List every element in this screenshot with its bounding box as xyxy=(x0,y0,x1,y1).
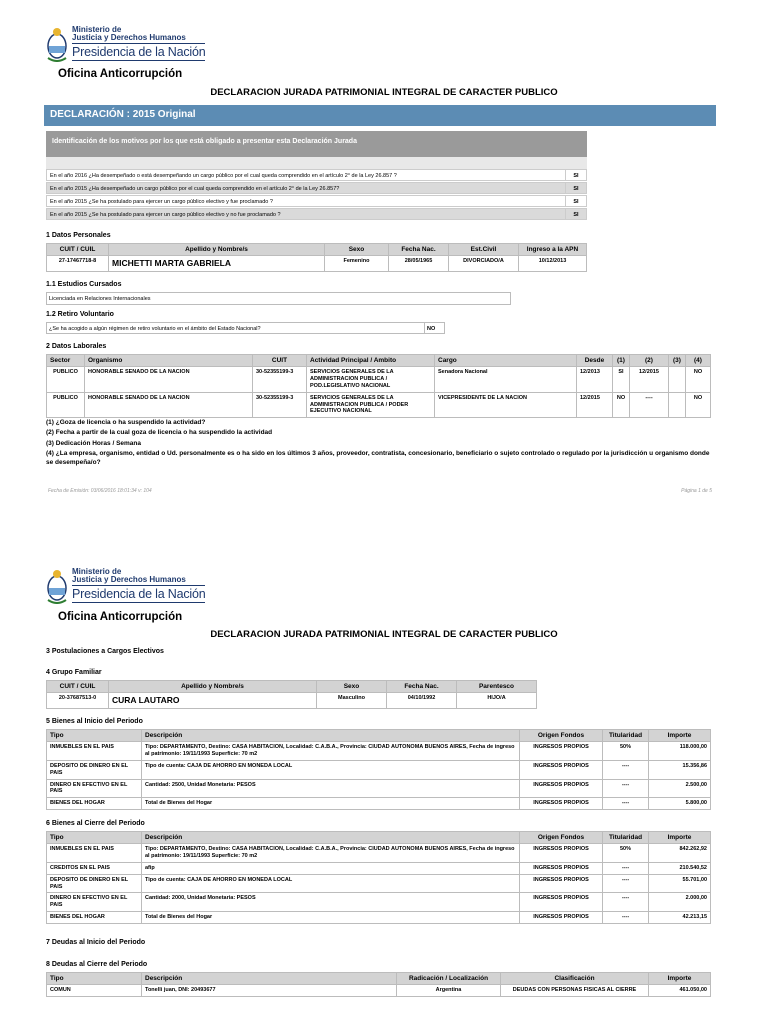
studies-value: Licenciada en Relaciones Internacionales xyxy=(46,292,511,305)
column-header: Descripción xyxy=(142,832,520,844)
table-cell: Senadora Nacional xyxy=(435,367,577,393)
column-header: Descripción xyxy=(142,730,520,742)
table-row xyxy=(47,874,711,893)
column-header: CUIT xyxy=(253,355,307,367)
table-cell: 15.356,86 xyxy=(649,760,711,779)
table-cell: 30-52355199-3 xyxy=(253,392,307,418)
table-row xyxy=(47,367,711,393)
column-header: Fecha Nac. xyxy=(389,244,449,256)
office-title-page2: Oficina Anticorrupción xyxy=(58,611,183,623)
column-header: Cargo xyxy=(435,355,577,367)
table-cell: INGRESOS PROPIOS xyxy=(520,742,603,761)
table-row xyxy=(47,742,711,761)
table-cell: CREDITOS EN EL PAIS xyxy=(47,862,142,874)
column-header: Sector xyxy=(47,355,85,367)
motives-title: Identificación de los motivos por los que está obligado a presentar esta Declaración Jurada xyxy=(46,131,587,157)
table-cell: INMUEBLES EN EL PAIS xyxy=(47,844,142,863)
table-cell: 12/2015 xyxy=(630,367,669,393)
retiro-question: ¿Se ha acogido a algún régimen de retiro voluntario en el ámbito del Estado Nacional? xyxy=(46,322,425,334)
table-cell: PUBLICO xyxy=(47,392,85,418)
column-header: (4) xyxy=(686,355,711,367)
section-deudas-cierre-title: 8 Deudas al Cierre del Periodo xyxy=(46,961,148,968)
table-cell: HONORABLE SENADO DE LA NACION xyxy=(85,367,253,393)
column-header: (3) xyxy=(669,355,686,367)
column-header: Descripción xyxy=(142,973,397,985)
document-title-page2: DECLARACION JURADA PATRIMONIAL INTEGRAL DE CARACTER PUBLICO xyxy=(210,629,558,640)
table-cell: Tipo de cuenta: CAJA DE AHORRO EN MONEDA LOCAL xyxy=(142,760,520,779)
table-cell: DEPOSITO DE DINERO EN EL PAIS xyxy=(47,760,142,779)
table-row xyxy=(47,779,711,798)
table-cell: 10/12/2013 xyxy=(519,256,587,272)
table-cell: 50% xyxy=(603,844,649,863)
table-cell: Femenino xyxy=(325,256,389,272)
table-cell: Argentina xyxy=(397,985,501,997)
table-cell: 118.000,00 xyxy=(649,742,711,761)
ministry-line1: Ministerio de xyxy=(72,25,122,34)
table-cell: 2.000,00 xyxy=(649,893,711,912)
motive-answer: SI xyxy=(565,169,587,181)
motive-question: En el año 2015 ¿Ha desempeñado un cargo público por el cual queda comprendido en el artículo 2° de la Ley 26.857? xyxy=(46,182,565,194)
table-row xyxy=(47,256,587,272)
column-header: Titularidad xyxy=(603,730,649,742)
table-cell: DIVORCIADO/A xyxy=(449,256,519,272)
table-cell: Tipo: DEPARTAMENTO, Destino: CASA HABITACION, Localidad: C.A.B.A., Provincia: CIUDAD AUTONOMA BUENOS AIRES, Fecha de ingreso al patrimonio: 19/11/1993 Superficie: 70 m2 xyxy=(142,844,520,863)
column-header: Sexo xyxy=(317,681,387,693)
table-cell: 842.262,92 xyxy=(649,844,711,863)
table-row xyxy=(47,760,711,779)
table-cell: Tonelli juan, DNI: 20493677 xyxy=(142,985,397,997)
table-row xyxy=(47,985,711,997)
column-header: CUIT / CUIL xyxy=(47,244,109,256)
column-header: (2) xyxy=(630,355,669,367)
ministry-line1: Ministerio de xyxy=(72,567,122,576)
column-header: Origen Fondos xyxy=(520,832,603,844)
ministry-logo xyxy=(46,25,206,66)
table-cell: SERVICIOS GENERALES DE LA ADMINISTRACION PUBLICA / PODER EJECUTIVO NACIONAL xyxy=(307,392,435,418)
table-cell: BIENES DEL HOGAR xyxy=(47,912,142,924)
table-row xyxy=(47,844,711,863)
declaration-bar: DECLARACIÓN : 2015 Original xyxy=(44,105,716,126)
table-cell: 42.213,15 xyxy=(649,912,711,924)
table-row xyxy=(47,862,711,874)
table-cell: 210.540,52 xyxy=(649,862,711,874)
column-header: Clasificación xyxy=(501,973,649,985)
table-row xyxy=(47,912,711,924)
table-cell: INGRESOS PROPIOS xyxy=(520,760,603,779)
column-header: Radicación / Localización xyxy=(397,973,501,985)
column-header: (1) xyxy=(613,355,630,367)
table-cell: HIJO/A xyxy=(457,693,537,709)
motives-spacer xyxy=(46,157,587,169)
table-cell: PUBLICO xyxy=(47,367,85,393)
section-familiar-title: 4 Grupo Familiar xyxy=(46,669,102,676)
column-header: Importe xyxy=(649,973,711,985)
table-cell: ---- xyxy=(603,760,649,779)
table-cell: INGRESOS PROPIOS xyxy=(520,779,603,798)
table-cell: MICHETTI MARTA GABRIELA xyxy=(109,256,325,272)
section-retiro-title: 1.2 Retiro Voluntario xyxy=(46,311,114,318)
presidency-label: Presidencia de la Nación xyxy=(72,45,206,59)
motive-answer: SI xyxy=(565,182,587,194)
table-cell: NO xyxy=(686,367,711,393)
section-studies-title: 1.1 Estudios Cursados xyxy=(46,281,122,288)
motive-answer: SI xyxy=(565,208,587,220)
table-cell: 27-17467718-8 xyxy=(47,256,109,272)
section-laborales-title: 2 Datos Laborales xyxy=(46,343,107,350)
table-cell: Cantidad: 2500, Unidad Monetaria: PESOS xyxy=(142,779,520,798)
table-cell: Tipo de cuenta: CAJA DE AHORRO EN MONEDA LOCAL xyxy=(142,874,520,893)
column-header: Apellido y Nombre/s xyxy=(109,244,325,256)
table-cell: NO xyxy=(613,392,630,418)
motive-question: En el año 2016 ¿Ha desempeñado o está desempeñando un cargo público por el cual queda comprendido en el artículo 2° de la Ley 26.857 ? xyxy=(46,169,565,181)
column-header: Organismo xyxy=(85,355,253,367)
table-cell: Masculino xyxy=(317,693,387,709)
column-header: Desde xyxy=(577,355,613,367)
table-cell: SI xyxy=(613,367,630,393)
motive-row xyxy=(46,195,587,207)
document-title: DECLARACION JURADA PATRIMONIAL INTEGRAL DE CARACTER PUBLICO xyxy=(210,87,558,98)
table-cell: VICEPRESIDENTE DE LA NACION xyxy=(435,392,577,418)
familiar-table xyxy=(46,680,537,709)
ministry-logo-page2 xyxy=(46,567,206,608)
table-cell: COMUN xyxy=(47,985,142,997)
column-header: Actividad Principal / Ambito xyxy=(307,355,435,367)
table-cell: DEPOSITO DE DINERO EN EL PAIS xyxy=(47,874,142,893)
column-header: Apellido y Nombre/s xyxy=(109,681,317,693)
table-cell: 55.701,00 xyxy=(649,874,711,893)
table-cell: BIENES DEL HOGAR xyxy=(47,798,142,810)
section-bienes-inicio-title: 5 Bienes al Inicio del Periodo xyxy=(46,718,143,725)
note-line: (2) Fecha a partir de la cual goza de licencia o ha suspendido la actividad xyxy=(46,429,273,437)
column-header: Est.Civil xyxy=(449,244,519,256)
table-cell: INGRESOS PROPIOS xyxy=(520,798,603,810)
motive-row xyxy=(46,182,587,194)
table-cell: 2.500,00 xyxy=(649,779,711,798)
deudas-cierre-table xyxy=(46,972,711,997)
table-cell xyxy=(669,367,686,393)
personal-table xyxy=(46,243,587,272)
presidency-label: Presidencia de la Nación xyxy=(72,587,206,601)
column-header: Ingreso a la APN xyxy=(519,244,587,256)
table-cell: NO xyxy=(686,392,711,418)
table-cell: INGRESOS PROPIOS xyxy=(520,862,603,874)
column-header: Importe xyxy=(649,730,711,742)
table-cell: INGRESOS PROPIOS xyxy=(520,893,603,912)
table-cell: 20-37687513-0 xyxy=(47,693,109,709)
office-title: Oficina Anticorrupción xyxy=(58,68,183,80)
table-cell: SERVICIOS GENERALES DE LA ADMINISTRACION PUBLICA / POD.LEGISLATIVO NACIONAL xyxy=(307,367,435,393)
table-cell: INMUEBLES EN EL PAIS xyxy=(47,742,142,761)
table-row xyxy=(47,392,711,418)
column-header: Tipo xyxy=(47,730,142,742)
table-cell: ---- xyxy=(603,798,649,810)
column-header: Tipo xyxy=(47,832,142,844)
section-bienes-cierre-title: 6 Bienes al Cierre del Periodo xyxy=(46,820,145,827)
column-header: Tipo xyxy=(47,973,142,985)
table-cell: 5.800,00 xyxy=(649,798,711,810)
table-cell: ---- xyxy=(603,893,649,912)
motive-answer: SI xyxy=(565,195,587,207)
table-cell: 50% xyxy=(603,742,649,761)
table-cell: 04/10/1992 xyxy=(387,693,457,709)
laborales-table xyxy=(46,354,711,418)
motive-question: En el año 2015 ¿Se ha postulado para ejercer un cargo público electivo y fue proclamado ? xyxy=(46,195,565,207)
table-cell: 461.050,00 xyxy=(649,985,711,997)
table-cell: INGRESOS PROPIOS xyxy=(520,874,603,893)
national-seal-icon xyxy=(46,568,68,604)
retiro-answer: NO xyxy=(425,322,445,334)
note-line: (4) ¿La empresa, organismo, entidad o Ud. personalmente es o ha sido en los últimos 3 años, proveedor, contratista, concesionario, beneficiario o sujeto controlado o regulado por la jurisdicción u organismo donde se desempeña/o? xyxy=(46,450,710,466)
footer-page: Página 1 de 5 xyxy=(681,488,712,494)
column-header: Sexo xyxy=(325,244,389,256)
table-cell: CURA LAUTARO xyxy=(109,693,317,709)
section-deudas-inicio-title: 7 Deudas al Inicio del Periodo xyxy=(46,939,146,946)
table-cell: Cantidad: 2000, Unidad Monetaria: PESOS xyxy=(142,893,520,912)
column-header: Titularidad xyxy=(603,832,649,844)
note-line: (3) Dedicación Horas / Semana xyxy=(46,439,142,447)
column-header: CUIT / CUIL xyxy=(47,681,109,693)
table-row xyxy=(47,693,537,709)
table-cell: INGRESOS PROPIOS xyxy=(520,912,603,924)
ministry-line2: Justicia y Derechos Humanos xyxy=(72,575,186,584)
table-cell: DEUDAS CON PERSONAS FISICAS AL CIERRE xyxy=(501,985,649,997)
table-row xyxy=(47,893,711,912)
table-cell xyxy=(669,392,686,418)
table-cell: 28/05/1965 xyxy=(389,256,449,272)
column-header: Origen Fondos xyxy=(520,730,603,742)
bienes-inicio-table xyxy=(46,729,711,810)
table-cell: Total de Bienes del Hogar xyxy=(142,912,520,924)
column-header: Parentesco xyxy=(457,681,537,693)
table-cell: ---- xyxy=(630,392,669,418)
retiro-row xyxy=(46,322,445,334)
table-row xyxy=(47,798,711,810)
table-cell: ---- xyxy=(603,862,649,874)
table-cell: 12/2015 xyxy=(577,392,613,418)
laborales-notes xyxy=(46,419,716,469)
table-cell: DINERO EN EFECTIVO EN EL PAIS xyxy=(47,779,142,798)
table-cell: ---- xyxy=(603,779,649,798)
table-cell: ---- xyxy=(603,874,649,893)
table-cell: 12/2013 xyxy=(577,367,613,393)
motive-row xyxy=(46,169,587,181)
bienes-cierre-table xyxy=(46,831,711,924)
section-personal-title: 1 Datos Personales xyxy=(46,232,111,239)
table-cell: HONORABLE SENADO DE LA NACION xyxy=(85,392,253,418)
motive-row xyxy=(46,208,587,220)
section-postulaciones-title: 3 Postulaciones a Cargos Electivos xyxy=(46,648,164,655)
table-cell: Tipo: DEPARTAMENTO, Destino: CASA HABITACION, Localidad: C.A.B.A., Provincia: CIUDAD AUTONOMA BUENOS AIRES, Fecha de ingreso al patrimonio: 19/11/1993 Superficie: 70 m2 xyxy=(142,742,520,761)
ministry-line2: Justicia y Derechos Humanos xyxy=(72,33,186,42)
table-cell: DINERO EN EFECTIVO EN EL PAIS xyxy=(47,893,142,912)
note-line: (1) ¿Goza de licencia o ha suspendido la actividad? xyxy=(46,419,206,426)
table-cell: ---- xyxy=(603,912,649,924)
motive-question: En el año 2015 ¿Se ha postulado para ejercer un cargo público electivo y no fue proclamado ? xyxy=(46,208,565,220)
national-seal-icon xyxy=(46,26,68,62)
column-header: Fecha Nac. xyxy=(387,681,457,693)
table-cell: Total de Bienes del Hogar xyxy=(142,798,520,810)
table-cell: INGRESOS PROPIOS xyxy=(520,844,603,863)
table-cell: 30-52355199-3 xyxy=(253,367,307,393)
table-cell: afip xyxy=(142,862,520,874)
footer-emission: Fecha de Emisión: 03/06/2016 18:01:34 v: 104 xyxy=(48,488,152,494)
column-header: Importe xyxy=(649,832,711,844)
